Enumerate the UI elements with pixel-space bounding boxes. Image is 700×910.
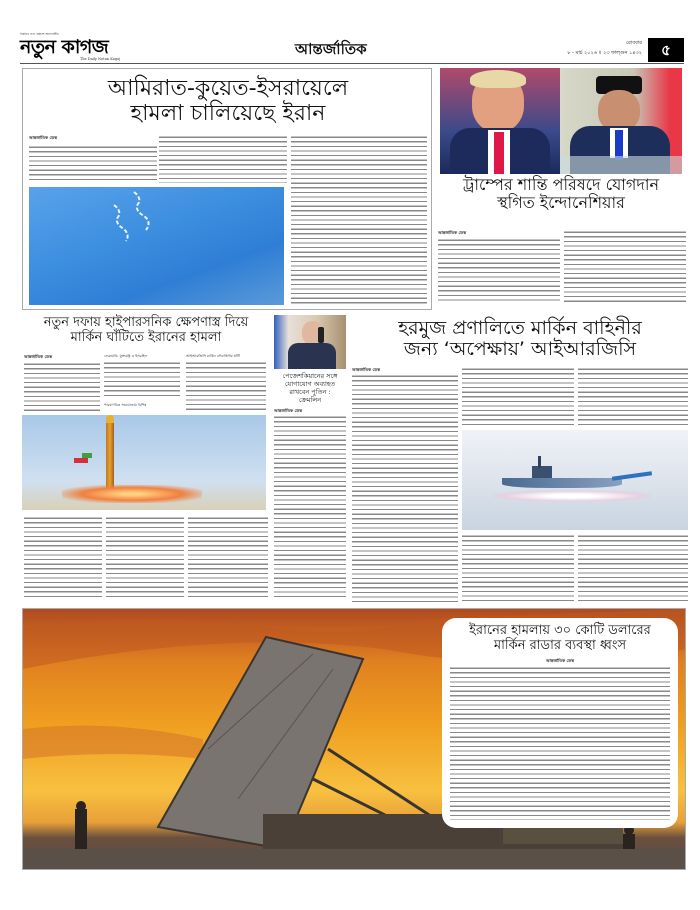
- lead-headline-line1: আমিরাত-কুয়েত-ইসরায়েলে: [107, 76, 349, 101]
- putin-byline: আন্তর্জাতিক ডেস্ক: [274, 408, 302, 413]
- hormuz-body-col3: [578, 367, 688, 425]
- hormuz-headline[interactable]: [350, 318, 690, 361]
- putin-body: [274, 415, 346, 600]
- radar-byline: আন্তর্জাতিক ডেস্ক: [546, 658, 574, 663]
- hypersonic-headline[interactable]: [22, 316, 270, 345]
- newspaper-english-name: The Daily Notun Kagoj: [80, 57, 121, 61]
- indonesia-headline[interactable]: [432, 176, 690, 212]
- hypersonic-body-lower-col3: [188, 516, 268, 600]
- masthead-tagline: নিয়মিত সত্য প্রকাশে আপোষহীন: [20, 32, 59, 36]
- lead-headline-line2: হামলা চালিয়েছে ইরান: [130, 100, 326, 126]
- lead-body-col1: [29, 145, 157, 181]
- lead-byline: আন্তর্জাতিক ডেস্ক: [29, 135, 57, 140]
- hypersonic-body-col3: [186, 361, 266, 410]
- radar-headline-line1: ইরানের হামলায় ৩০ কোটি ডলারের: [469, 623, 651, 638]
- hypersonic-subhead-1: ফেব্রুয়ারি: যুক্তরাষ্ট্র ও ইসরাইল: [104, 354, 148, 358]
- hormuz-body-col2: [462, 367, 574, 425]
- indonesia-headline-line2: স্থগিত ইন্দোনেশিয়ার: [497, 192, 625, 212]
- section-title: আন্তর্জাতিক: [295, 40, 367, 58]
- issue-day: রোববার: [626, 40, 642, 46]
- page-number: ৫: [648, 38, 684, 62]
- newspaper-logo: নতুন কাগজ: [20, 36, 109, 58]
- hypersonic-body-col1: [24, 362, 100, 412]
- putin-headline-line3: রাখবেন পুতিন :: [289, 388, 331, 396]
- issue-date: ৮ - মার্চ ২০২৬ ॥ ২৩ ফাল্গুন ১৪৩২: [567, 50, 642, 56]
- hypersonic-byline: আন্তর্জাতিক ডেস্ক: [24, 354, 52, 359]
- putin-headline-line1: পেজেশকিয়ানের সঙ্গে: [282, 372, 338, 380]
- hypersonic-body-col2: [104, 361, 180, 398]
- indonesia-body-col1: [438, 238, 560, 303]
- putin-headline-line4: ক্রেমলিন: [298, 396, 322, 404]
- hypersonic-subhead-3: পারমাণবিক সমঝোতায় বিপিন্ন: [104, 403, 147, 407]
- putin-on-phone-photo: [274, 315, 346, 369]
- hypersonic-body-lower-col1: [24, 516, 102, 600]
- indonesia-byline: আন্তর্জাতিক ডেস্ক: [438, 230, 466, 235]
- indonesia-headline-line1: ট্রাম্পের শান্তি পরিষদে যোগদান: [462, 175, 660, 194]
- missile-trails-sky-photo: [29, 187, 284, 305]
- trump-and-indonesian-official-photo: [440, 68, 682, 174]
- radar-headline-line2: মার্কিন রাডার ব্যবস্থা ধ্বংস: [493, 637, 627, 653]
- hypersonic-body-lower-col2: [106, 516, 184, 600]
- warship-at-sea-photo: [462, 430, 688, 530]
- hormuz-byline: আন্তর্জাতিক ডেস্ক: [352, 367, 380, 372]
- hypersonic-subhead-2: আইআরজিসি মার্কিন নৌবাহিনীর ঘাঁটি: [186, 354, 241, 358]
- putin-headline-line2: যোগাযোগ অব্যাহত: [284, 380, 336, 388]
- lead-article: [22, 68, 432, 310]
- indonesian-official-photo: [560, 68, 682, 174]
- putin-headline[interactable]: [270, 372, 350, 404]
- radar-headline[interactable]: [442, 624, 678, 653]
- lead-headline[interactable]: [23, 77, 433, 126]
- lead-body-col3: [291, 135, 427, 305]
- hormuz-body-col3-lower: [578, 534, 688, 602]
- hormuz-body-col2-lower: [462, 534, 574, 602]
- trump-photo: [440, 68, 560, 174]
- masthead-rule: [20, 63, 684, 64]
- hormuz-headline-line1: হরমুজ প্রণালিতে মার্কিন বাহিনীর: [398, 317, 642, 339]
- radar-article-box: [442, 618, 678, 828]
- hypersonic-headline-line1: নতুন দফায় হাইপারসনিক ক্ষেপণাস্ত্র দিয়ে: [43, 315, 249, 330]
- lead-body-col2: [159, 135, 287, 183]
- hormuz-headline-line2: জন্য ‘অপেক্ষায়’ আইআরজিসি: [403, 338, 637, 361]
- radar-body: [450, 666, 670, 820]
- hypersonic-headline-line2: মার্কিন ঘাঁটিতে ইরানের হামলা: [70, 329, 222, 345]
- missile-launch-photo: [22, 415, 266, 510]
- missile-trail-lines: [29, 187, 284, 305]
- hormuz-body-col1: [352, 374, 458, 602]
- indonesia-body-col2: [564, 230, 686, 303]
